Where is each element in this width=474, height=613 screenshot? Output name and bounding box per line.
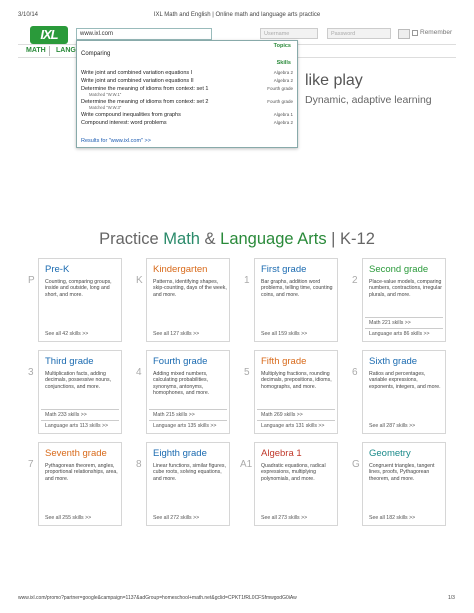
grade-description: Multiplication facts, adding decimals, possessive nouns, conjunctions, and more. [45,371,112,390]
grade-title[interactable]: First grade [261,264,307,275]
card-divider [365,328,443,329]
topic-suggestion[interactable]: Comparing [81,51,111,57]
grade-title[interactable]: Fifth grade [261,356,307,367]
grade-marker: P [28,275,35,286]
results-link[interactable]: Results for "www.ixl.com" >> [81,138,151,144]
grade-card[interactable] [362,350,446,434]
grade-description: Congruent triangles, tangent lines, proofs, Pythagorean theorem, and more. [369,463,435,482]
math-skills-link[interactable]: Math 233 skills >> [45,412,87,418]
print-date: 3/10/14 [18,12,39,18]
grade-title[interactable]: Third grade [45,356,94,367]
skill-name: Write joint and combined variation equations II [81,78,194,84]
grade-description: Place-value models, comparing numbers, contractions, irregular plurals, and more. [369,279,442,298]
see-all-skills-link[interactable]: See all 273 skills >> [261,515,308,521]
search-suggestions-dropdown [76,40,298,148]
grade-card[interactable] [38,442,122,526]
grade-marker: A1 [240,459,253,470]
grade-title[interactable]: Seventh grade [45,448,107,459]
grade-title[interactable]: Sixth grade [369,356,418,367]
title-practice: Practice [99,230,164,248]
grade-card[interactable] [146,258,230,342]
sign-in-button[interactable] [398,29,410,39]
grade-description: Patterns, identifying shapes, skip-counting, days of the week, and more. [153,279,227,298]
see-all-skills-link[interactable]: See all 159 skills >> [261,331,308,337]
title-grades: | K-12 [326,230,375,248]
skill-name: Write joint and combined variation equations I [81,70,193,76]
skill-grade: Algebra 1 [273,112,293,117]
grade-marker: 8 [136,459,142,470]
nav-divider [49,46,50,56]
skill-suggestion[interactable] [81,78,293,84]
grade-marker: 6 [352,367,358,378]
grade-marker: K [136,275,143,286]
skills-header: Skills [276,60,291,66]
grade-title[interactable]: Eighth grade [153,448,207,459]
card-divider [41,420,119,421]
skill-grade: Algebra 2 [273,120,293,125]
skill-suggestion[interactable] [81,86,293,97]
language-arts-skills-link[interactable]: Language arts 131 skills >> [261,423,325,429]
math-skills-link[interactable]: Math 215 skills >> [153,412,195,418]
card-divider [149,420,227,421]
skill-suggestion[interactable] [81,120,293,126]
skill-match-note: Matched "W.W.1" [89,92,122,97]
remember-checkbox[interactable] [412,30,418,36]
language-arts-skills-link[interactable]: Language arts 113 skills >> [45,423,109,429]
grade-description: Counting, comparing groups, inside and outside, long and short, and more. [45,279,112,298]
see-all-skills-link[interactable]: See all 127 skills >> [153,331,200,337]
skill-suggestion[interactable] [81,99,293,110]
grade-description: Bar graphs, addition word problems, telling time, counting coins, and more. [261,279,333,298]
grade-title[interactable]: Geometry [369,448,411,459]
grade-card[interactable] [254,350,338,434]
grade-title[interactable]: Second grade [369,264,429,275]
print-title: IXL Math and English | Online math and language arts practice [153,12,321,18]
grade-marker: 5 [244,367,250,378]
grade-description: Linear functions, similar figures, cube roots, solving equations, and more. [153,463,226,482]
card-divider [149,409,227,410]
see-all-skills-link[interactable]: See all 182 skills >> [369,515,416,521]
remember-label: Remember [420,29,453,36]
grade-marker: 1 [244,275,250,286]
card-divider [365,317,443,318]
grade-marker: 7 [28,459,34,470]
password-field[interactable]: Password [327,28,391,39]
grade-title[interactable]: Pre-K [45,264,70,275]
logo-text: IXL [30,26,68,44]
grade-title[interactable]: Kindergarten [153,264,208,275]
card-divider [41,409,119,410]
skill-grade: Fourth grade [267,99,293,104]
skill-suggestion[interactable] [81,112,293,118]
grade-title[interactable]: Fourth grade [153,356,208,367]
footer-page-number: 1/3 [448,595,455,601]
skill-name: Determine the meaning of idioms from context: set 1 [81,86,209,92]
see-all-skills-link[interactable]: See all 287 skills >> [369,423,416,429]
grade-description: Pythagorean theorem, angles, proportional relationships, area, and more. [45,463,118,482]
title-language-arts: Language Arts [220,230,327,248]
grade-card[interactable] [362,442,446,526]
skill-name: Compound interest: word problems [81,120,167,126]
skill-match-note: Matched "W.W.3" [89,105,122,110]
language-arts-skills-link[interactable]: Language arts 86 skills >> [369,331,430,337]
grade-marker: G [352,459,360,470]
title-math: Math [163,230,200,248]
grade-title[interactable]: Algebra 1 [261,448,302,459]
skill-grade: Fourth grade [267,86,293,91]
search-input[interactable]: www.ixl.com [76,28,212,40]
grade-card[interactable] [254,258,338,342]
card-divider [257,409,335,410]
grade-card[interactable] [362,258,446,342]
grade-marker: 2 [352,275,358,286]
grade-card[interactable] [146,442,230,526]
grade-description: Adding mixed numbers, calculating probabilities, synonyms, antonyms, homophones, and more. [153,371,210,397]
see-all-skills-link[interactable]: See all 42 skills >> [45,331,89,337]
grade-card[interactable] [254,442,338,526]
see-all-skills-link[interactable]: See all 272 skills >> [153,515,200,521]
grade-description: Quadratic equations, radical expressions, multiplying polynomials, and more. [261,463,326,482]
hero-line-2: Dynamic, adaptive learning [305,94,432,106]
grade-description: Ratios and percentages, variable expressions, exponents, integers, and more. [369,371,441,390]
card-divider [257,420,335,421]
grade-card[interactable] [38,350,122,434]
grade-marker: 3 [28,367,34,378]
page-title [0,230,474,249]
footer-url: www.ixl.com/promo?partner=google&campaign=1137&adGroup=homeschool+math.net&gclid=CPKT1fRL0CFSfmwgodG0iAw [18,595,297,601]
hero-line-1: like play [305,72,363,89]
skill-grade: Algebra 2 [273,70,293,75]
grade-card[interactable] [38,258,122,342]
username-field[interactable]: Username [260,28,318,39]
skill-grade: Algebra 2 [273,78,293,83]
ixl-logo[interactable] [30,26,68,44]
title-amp: & [199,230,221,248]
grade-marker: 4 [136,367,142,378]
math-skills-link[interactable]: Math 269 skills >> [261,412,303,418]
topics-header: Topics [273,43,291,49]
see-all-skills-link[interactable]: See all 255 skills >> [45,515,92,521]
nav-language-arts[interactable]: LANG [56,47,76,54]
math-skills-link[interactable]: Math 221 skills >> [369,320,411,326]
grade-card[interactable] [146,350,230,434]
grade-description: Multiplying fractions, rounding decimals, prepositions, idioms, homographs, and more. [261,371,332,390]
language-arts-skills-link[interactable]: Language arts 135 skills >> [153,423,217,429]
skill-name: Determine the meaning of idioms from context: set 2 [81,99,209,105]
skill-name: Write compound inequalities from graphs [81,112,181,118]
skill-suggestion[interactable] [81,70,293,76]
nav-math[interactable]: MATH [26,47,46,54]
